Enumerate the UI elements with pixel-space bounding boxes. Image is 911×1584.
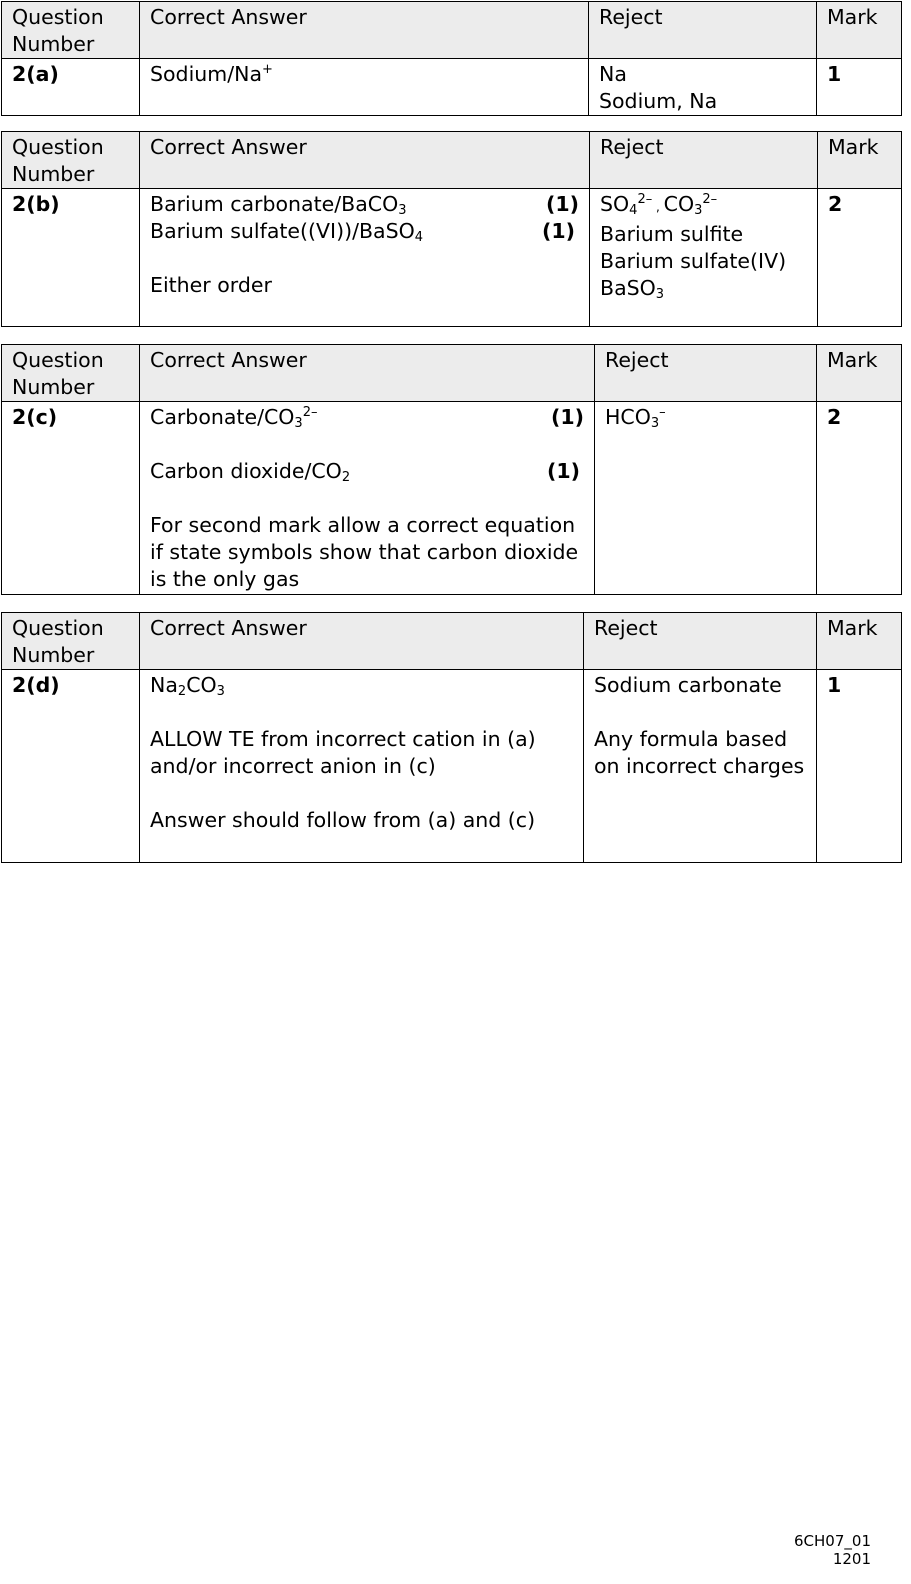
header-reject: Reject bbox=[595, 345, 817, 402]
header-correct-answer: Correct Answer bbox=[140, 345, 595, 402]
table-row bbox=[2, 402, 902, 595]
question-number: 2(d) bbox=[2, 670, 140, 863]
header-mark: Mark bbox=[817, 2, 902, 59]
header-question-number: Question Number bbox=[2, 345, 140, 402]
header-question-number: Question Number bbox=[2, 132, 140, 189]
answer-line bbox=[150, 458, 584, 485]
correct-answer bbox=[140, 402, 595, 595]
header-question-number: Question Number bbox=[2, 2, 140, 59]
question-number: 2(b) bbox=[2, 189, 140, 327]
header-reject: Reject bbox=[590, 132, 818, 189]
mark-allocation: (1) bbox=[550, 405, 584, 429]
answer-text: Sodium/Na bbox=[150, 62, 263, 86]
mark-scheme-table-2c bbox=[1, 344, 902, 595]
correct-answer bbox=[140, 670, 584, 863]
header-reject: Reject bbox=[589, 2, 817, 59]
subscript: 3 bbox=[398, 203, 407, 218]
answer-note: For second mark allow a correct equation if state symbols show that carbon dioxide is the only gas bbox=[150, 513, 579, 591]
correct-answer bbox=[140, 59, 589, 116]
answer-text: Barium carbonate/BaCO bbox=[150, 192, 399, 216]
table-row bbox=[2, 670, 902, 863]
reject-item: Barium sulfate(IV) bbox=[600, 249, 787, 273]
answer-line bbox=[150, 218, 579, 245]
header-correct-answer: Correct Answer bbox=[140, 132, 590, 189]
answer-charge: + bbox=[262, 62, 273, 77]
mark-allocation: (1) bbox=[546, 459, 580, 483]
mark-value: 2 bbox=[817, 402, 902, 595]
reject-cell bbox=[590, 189, 818, 327]
header-correct-answer: Correct Answer bbox=[140, 613, 584, 670]
superscript: 2– bbox=[302, 405, 318, 420]
header-question-number: Question Number bbox=[2, 613, 140, 670]
subscript: 2 bbox=[341, 470, 351, 485]
answer-note: Either order bbox=[150, 273, 272, 297]
mark-allocation: (1) bbox=[541, 219, 575, 243]
question-number: 2(c) bbox=[2, 402, 140, 595]
answer-text: Barium sulfate((VI))/BaSO bbox=[150, 219, 415, 243]
header-mark: Mark bbox=[817, 345, 902, 402]
reject-item: BaSO$_3$ bbox=[600, 276, 665, 302]
table-header-row bbox=[2, 132, 902, 189]
reject-cell bbox=[589, 59, 817, 116]
header-reject: Reject bbox=[584, 613, 817, 670]
reject-item: Na bbox=[599, 62, 627, 86]
mark-value: 1 bbox=[817, 670, 902, 863]
answer-formula: $Na_2CO_3$ bbox=[150, 673, 225, 699]
mark-scheme-table-2d bbox=[1, 612, 902, 863]
answer-line bbox=[150, 191, 579, 218]
reject-cell bbox=[584, 670, 817, 863]
header-mark: Mark bbox=[817, 613, 902, 670]
table-row bbox=[2, 59, 902, 116]
reject-cell bbox=[595, 402, 817, 595]
table-header-row bbox=[2, 2, 902, 59]
table-header-row bbox=[2, 613, 902, 670]
mark-scheme-table-2a bbox=[1, 1, 902, 116]
reject-item: Barium sulfite bbox=[600, 222, 744, 246]
question-number: 2(a) bbox=[2, 59, 140, 116]
header-mark: Mark bbox=[818, 132, 902, 189]
mark-scheme-table-2b bbox=[1, 131, 902, 327]
answer-line bbox=[150, 404, 584, 431]
reject-item: Any formula based on incorrect charges bbox=[594, 727, 805, 778]
table-row bbox=[2, 189, 902, 327]
answer-text: Carbon dioxide/CO bbox=[150, 459, 342, 483]
mark-allocation: (1) bbox=[545, 192, 579, 216]
reject-item: $SO_4^{2-}$ , $CO_3^{2-}$ bbox=[600, 192, 718, 218]
header-correct-answer: Correct Answer bbox=[140, 2, 589, 59]
correct-answer bbox=[140, 189, 590, 327]
answer-text: Carbonate/CO bbox=[150, 405, 295, 429]
subscript: 4 bbox=[414, 230, 424, 245]
table-header-row bbox=[2, 345, 902, 402]
answer-note: ALLOW TE from incorrect cation in (a) and/or incorrect anion in (c) bbox=[150, 727, 536, 778]
answer-note: Answer should follow from (a) and (c) bbox=[150, 808, 536, 832]
paper-code: 6CH07_01 bbox=[794, 1532, 871, 1550]
page-footer bbox=[794, 1532, 871, 1568]
reject-item: Sodium carbonate bbox=[594, 673, 782, 697]
mark-value: 1 bbox=[817, 59, 902, 116]
reject-item: Sodium, Na bbox=[599, 89, 718, 113]
session-number: 1201 bbox=[832, 1550, 871, 1568]
reject-item: $HCO_3^-$ bbox=[605, 405, 666, 431]
mark-value: 2 bbox=[818, 189, 902, 327]
subscript: 3 bbox=[294, 416, 303, 431]
